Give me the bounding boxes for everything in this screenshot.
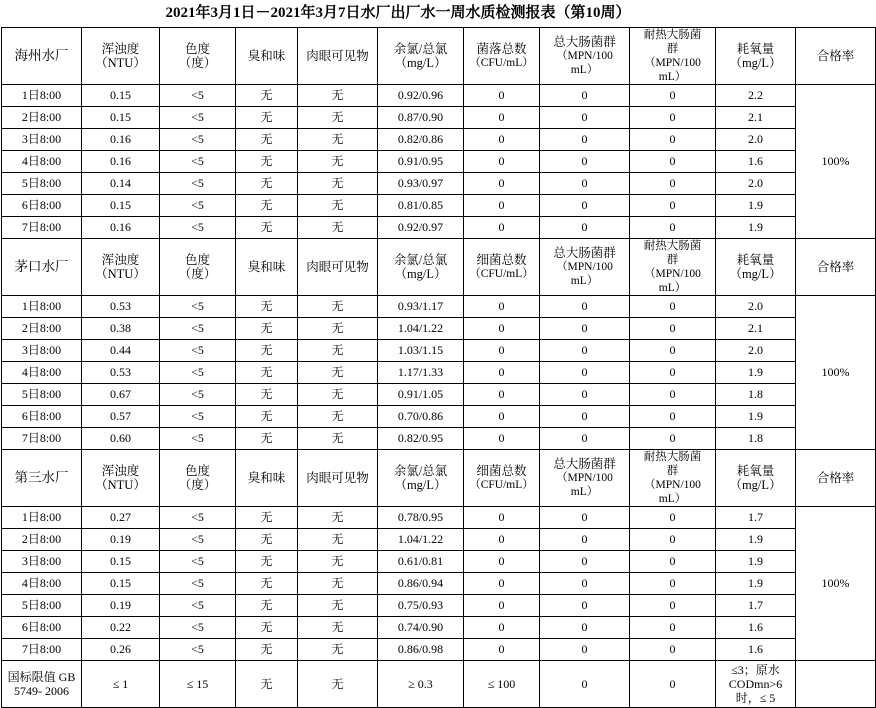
value-visible: 无 bbox=[298, 195, 378, 217]
value-oxygen: 1.6 bbox=[716, 151, 796, 173]
col-visible: 肉眼可见物 bbox=[298, 450, 378, 507]
value-odor: 无 bbox=[236, 217, 298, 239]
value-bacteria: 0 bbox=[464, 340, 540, 362]
value-turbidity: 0.53 bbox=[82, 362, 160, 384]
table-row bbox=[2, 129, 876, 151]
value-chroma: <5 bbox=[160, 384, 236, 406]
sample-time: 2日8:00 bbox=[2, 107, 82, 129]
value-odor: 无 bbox=[236, 551, 298, 573]
value-coliform: 0 bbox=[540, 384, 630, 406]
value-bacteria: 0 bbox=[464, 595, 540, 617]
limit-oxygen: ≤3；原水 CODmn>6 时，≤ 5 bbox=[716, 661, 796, 708]
value-chlorine: 0.92/0.97 bbox=[378, 217, 464, 239]
value-turbidity: 0.15 bbox=[82, 551, 160, 573]
value-thermo-coliform: 0 bbox=[630, 151, 716, 173]
value-coliform: 0 bbox=[540, 551, 630, 573]
value-coliform: 0 bbox=[540, 151, 630, 173]
value-visible: 无 bbox=[298, 129, 378, 151]
value-oxygen: 2.1 bbox=[716, 318, 796, 340]
value-odor: 无 bbox=[236, 173, 298, 195]
value-thermo-coliform: 0 bbox=[630, 639, 716, 661]
value-chlorine: 0.81/0.85 bbox=[378, 195, 464, 217]
value-chroma: <5 bbox=[160, 129, 236, 151]
value-coliform: 0 bbox=[540, 217, 630, 239]
value-odor: 无 bbox=[236, 639, 298, 661]
table-row bbox=[2, 362, 876, 384]
table-row bbox=[2, 428, 876, 450]
value-thermo-coliform: 0 bbox=[630, 595, 716, 617]
value-thermo-coliform: 0 bbox=[630, 318, 716, 340]
value-odor: 无 bbox=[236, 428, 298, 450]
col-rate: 合格率 bbox=[796, 450, 876, 507]
value-bacteria: 0 bbox=[464, 107, 540, 129]
sample-time: 4日8:00 bbox=[2, 573, 82, 595]
col-bacteria: 菌落总数 （CFU/mL） bbox=[464, 28, 540, 85]
value-thermo-coliform: 0 bbox=[630, 507, 716, 529]
value-visible: 无 bbox=[298, 217, 378, 239]
value-visible: 无 bbox=[298, 318, 378, 340]
value-oxygen: 1.7 bbox=[716, 507, 796, 529]
col-turbidity: 浑浊度 （NTU） bbox=[82, 28, 160, 85]
col-turbidity: 浑浊度 （NTU） bbox=[82, 239, 160, 296]
value-odor: 无 bbox=[236, 507, 298, 529]
qualified-rate: 100% bbox=[796, 507, 876, 661]
value-coliform: 0 bbox=[540, 428, 630, 450]
value-turbidity: 0.15 bbox=[82, 195, 160, 217]
sample-time: 6日8:00 bbox=[2, 406, 82, 428]
col-chlorine: 余氯/总氯 （mg/L） bbox=[378, 450, 464, 507]
value-oxygen: 1.9 bbox=[716, 529, 796, 551]
value-thermo-coliform: 0 bbox=[630, 129, 716, 151]
limit-turbidity: ≤ 1 bbox=[82, 661, 160, 708]
value-visible: 无 bbox=[298, 406, 378, 428]
value-coliform: 0 bbox=[540, 173, 630, 195]
sample-time: 3日8:00 bbox=[2, 340, 82, 362]
value-chlorine: 0.93/0.97 bbox=[378, 173, 464, 195]
value-visible: 无 bbox=[298, 428, 378, 450]
value-chlorine: 0.82/0.95 bbox=[378, 428, 464, 450]
value-bacteria: 0 bbox=[464, 318, 540, 340]
value-bacteria: 0 bbox=[464, 406, 540, 428]
value-visible: 无 bbox=[298, 507, 378, 529]
value-visible: 无 bbox=[298, 617, 378, 639]
table-row bbox=[2, 296, 876, 318]
value-bacteria: 0 bbox=[464, 85, 540, 107]
value-visible: 无 bbox=[298, 107, 378, 129]
value-coliform: 0 bbox=[540, 85, 630, 107]
value-bacteria: 0 bbox=[464, 551, 540, 573]
value-odor: 无 bbox=[236, 85, 298, 107]
plant-name: 茅口水厂 bbox=[2, 239, 82, 296]
value-thermo-coliform: 0 bbox=[630, 107, 716, 129]
value-odor: 无 bbox=[236, 340, 298, 362]
limit-chlorine: ≥ 0.3 bbox=[378, 661, 464, 708]
value-chroma: <5 bbox=[160, 428, 236, 450]
value-visible: 无 bbox=[298, 340, 378, 362]
value-chroma: <5 bbox=[160, 573, 236, 595]
value-visible: 无 bbox=[298, 362, 378, 384]
value-visible: 无 bbox=[298, 296, 378, 318]
value-chroma: <5 bbox=[160, 551, 236, 573]
value-odor: 无 bbox=[236, 617, 298, 639]
table-row bbox=[2, 195, 876, 217]
value-turbidity: 0.60 bbox=[82, 428, 160, 450]
table-row bbox=[2, 617, 876, 639]
limit-coliform: 0 bbox=[540, 661, 630, 708]
national-standard-limit-row bbox=[2, 661, 876, 708]
value-chlorine: 0.61/0.81 bbox=[378, 551, 464, 573]
page-title: 2021年3月1日－2021年3月7日水厂出厂水一周水质检测报表（第10周） bbox=[165, 5, 631, 21]
col-thermo-coliform: 耐热大肠菌 群 （MPN/100 mL） bbox=[630, 28, 716, 85]
value-chlorine: 1.17/1.33 bbox=[378, 362, 464, 384]
limit-thermo-coliform: 0 bbox=[630, 661, 716, 708]
sample-time: 4日8:00 bbox=[2, 151, 82, 173]
limit-visible: 无 bbox=[298, 661, 378, 708]
value-chroma: <5 bbox=[160, 362, 236, 384]
value-odor: 无 bbox=[236, 406, 298, 428]
value-oxygen: 2.0 bbox=[716, 173, 796, 195]
value-oxygen: 2.0 bbox=[716, 296, 796, 318]
value-odor: 无 bbox=[236, 296, 298, 318]
value-coliform: 0 bbox=[540, 318, 630, 340]
value-turbidity: 0.15 bbox=[82, 107, 160, 129]
value-thermo-coliform: 0 bbox=[630, 296, 716, 318]
value-oxygen: 1.9 bbox=[716, 551, 796, 573]
value-turbidity: 0.44 bbox=[82, 340, 160, 362]
value-oxygen: 1.6 bbox=[716, 617, 796, 639]
col-oxygen: 耗氧量 （mg/L） bbox=[716, 239, 796, 296]
value-odor: 无 bbox=[236, 362, 298, 384]
value-oxygen: 2.2 bbox=[716, 85, 796, 107]
value-visible: 无 bbox=[298, 384, 378, 406]
value-visible: 无 bbox=[298, 595, 378, 617]
table-row bbox=[2, 573, 876, 595]
value-thermo-coliform: 0 bbox=[630, 384, 716, 406]
limit-rate bbox=[796, 661, 876, 708]
section-header-row bbox=[2, 450, 876, 507]
col-bacteria: 细菌总数 （CFU/mL） bbox=[464, 450, 540, 507]
value-oxygen: 1.8 bbox=[716, 428, 796, 450]
value-bacteria: 0 bbox=[464, 129, 540, 151]
value-thermo-coliform: 0 bbox=[630, 195, 716, 217]
col-chlorine: 余氯/总氯 （mg/L） bbox=[378, 239, 464, 296]
value-turbidity: 0.19 bbox=[82, 595, 160, 617]
value-oxygen: 2.1 bbox=[716, 107, 796, 129]
col-chroma: 色度 （度） bbox=[160, 239, 236, 296]
value-chlorine: 1.04/1.22 bbox=[378, 529, 464, 551]
value-turbidity: 0.27 bbox=[82, 507, 160, 529]
table-row bbox=[2, 406, 876, 428]
table-row bbox=[2, 595, 876, 617]
value-bacteria: 0 bbox=[464, 384, 540, 406]
value-oxygen: 2.0 bbox=[716, 129, 796, 151]
value-oxygen: 1.8 bbox=[716, 384, 796, 406]
value-visible: 无 bbox=[298, 639, 378, 661]
limit-label: 国标限值 GB 5749- 2006 bbox=[2, 661, 82, 708]
value-oxygen: 1.9 bbox=[716, 573, 796, 595]
section-header-row bbox=[2, 239, 876, 296]
value-turbidity: 0.26 bbox=[82, 639, 160, 661]
col-oxygen: 耗氧量 （mg/L） bbox=[716, 28, 796, 85]
value-chroma: <5 bbox=[160, 85, 236, 107]
sample-time: 1日8:00 bbox=[2, 85, 82, 107]
value-odor: 无 bbox=[236, 573, 298, 595]
col-visible: 肉眼可见物 bbox=[298, 28, 378, 85]
value-bacteria: 0 bbox=[464, 529, 540, 551]
value-chlorine: 0.82/0.86 bbox=[378, 129, 464, 151]
limit-chroma: ≤ 15 bbox=[160, 661, 236, 708]
value-coliform: 0 bbox=[540, 573, 630, 595]
value-chlorine: 0.93/1.17 bbox=[378, 296, 464, 318]
value-visible: 无 bbox=[298, 529, 378, 551]
value-chroma: <5 bbox=[160, 507, 236, 529]
limit-bacteria: ≤ 100 bbox=[464, 661, 540, 708]
value-coliform: 0 bbox=[540, 639, 630, 661]
value-chlorine: 1.03/1.15 bbox=[378, 340, 464, 362]
value-thermo-coliform: 0 bbox=[630, 551, 716, 573]
value-bacteria: 0 bbox=[464, 217, 540, 239]
value-coliform: 0 bbox=[540, 340, 630, 362]
value-chlorine: 0.86/0.98 bbox=[378, 639, 464, 661]
col-bacteria: 细菌总数 （CFU/mL） bbox=[464, 239, 540, 296]
table-row bbox=[2, 551, 876, 573]
table-row bbox=[2, 318, 876, 340]
value-coliform: 0 bbox=[540, 406, 630, 428]
value-turbidity: 0.22 bbox=[82, 617, 160, 639]
value-chroma: <5 bbox=[160, 195, 236, 217]
value-odor: 无 bbox=[236, 529, 298, 551]
value-chroma: <5 bbox=[160, 595, 236, 617]
value-coliform: 0 bbox=[540, 195, 630, 217]
value-chroma: <5 bbox=[160, 406, 236, 428]
value-coliform: 0 bbox=[540, 129, 630, 151]
value-bacteria: 0 bbox=[464, 296, 540, 318]
sample-time: 3日8:00 bbox=[2, 551, 82, 573]
col-visible: 肉眼可见物 bbox=[298, 239, 378, 296]
value-chlorine: 0.86/0.94 bbox=[378, 573, 464, 595]
value-coliform: 0 bbox=[540, 107, 630, 129]
value-visible: 无 bbox=[298, 551, 378, 573]
value-coliform: 0 bbox=[540, 362, 630, 384]
value-chlorine: 1.04/1.22 bbox=[378, 318, 464, 340]
value-oxygen: 1.9 bbox=[716, 217, 796, 239]
value-bacteria: 0 bbox=[464, 151, 540, 173]
sample-time: 1日8:00 bbox=[2, 507, 82, 529]
value-coliform: 0 bbox=[540, 296, 630, 318]
value-coliform: 0 bbox=[540, 529, 630, 551]
value-turbidity: 0.53 bbox=[82, 296, 160, 318]
value-turbidity: 0.19 bbox=[82, 529, 160, 551]
value-thermo-coliform: 0 bbox=[630, 573, 716, 595]
value-chlorine: 0.70/0.86 bbox=[378, 406, 464, 428]
value-turbidity: 0.38 bbox=[82, 318, 160, 340]
value-coliform: 0 bbox=[540, 617, 630, 639]
col-coliform: 总大肠菌群 （MPN/100 mL） bbox=[540, 239, 630, 296]
value-chroma: <5 bbox=[160, 173, 236, 195]
table-row bbox=[2, 507, 876, 529]
value-chroma: <5 bbox=[160, 107, 236, 129]
col-chroma: 色度 （度） bbox=[160, 450, 236, 507]
value-thermo-coliform: 0 bbox=[630, 529, 716, 551]
col-chlorine: 余氯/总氯 （mg/L） bbox=[378, 28, 464, 85]
sample-time: 2日8:00 bbox=[2, 318, 82, 340]
table-row bbox=[2, 85, 876, 107]
sample-time: 7日8:00 bbox=[2, 639, 82, 661]
value-thermo-coliform: 0 bbox=[630, 362, 716, 384]
qualified-rate: 100% bbox=[796, 296, 876, 450]
value-visible: 无 bbox=[298, 573, 378, 595]
col-odor: 臭和味 bbox=[236, 450, 298, 507]
value-turbidity: 0.57 bbox=[82, 406, 160, 428]
sample-time: 5日8:00 bbox=[2, 384, 82, 406]
value-thermo-coliform: 0 bbox=[630, 617, 716, 639]
value-oxygen: 1.6 bbox=[716, 639, 796, 661]
value-turbidity: 0.16 bbox=[82, 151, 160, 173]
table-row bbox=[2, 173, 876, 195]
value-coliform: 0 bbox=[540, 595, 630, 617]
col-odor: 臭和味 bbox=[236, 239, 298, 296]
plant-name: 海州水厂 bbox=[2, 28, 82, 85]
value-oxygen: 1.9 bbox=[716, 406, 796, 428]
value-thermo-coliform: 0 bbox=[630, 406, 716, 428]
table-row bbox=[2, 151, 876, 173]
value-turbidity: 0.16 bbox=[82, 217, 160, 239]
value-turbidity: 0.15 bbox=[82, 85, 160, 107]
value-odor: 无 bbox=[236, 318, 298, 340]
value-coliform: 0 bbox=[540, 507, 630, 529]
value-visible: 无 bbox=[298, 85, 378, 107]
value-chlorine: 0.75/0.93 bbox=[378, 595, 464, 617]
table-row bbox=[2, 340, 876, 362]
value-thermo-coliform: 0 bbox=[630, 340, 716, 362]
value-bacteria: 0 bbox=[464, 428, 540, 450]
qualified-rate: 100% bbox=[796, 85, 876, 239]
sample-time: 7日8:00 bbox=[2, 217, 82, 239]
value-thermo-coliform: 0 bbox=[630, 217, 716, 239]
value-chlorine: 0.92/0.96 bbox=[378, 85, 464, 107]
value-odor: 无 bbox=[236, 195, 298, 217]
sample-time: 6日8:00 bbox=[2, 195, 82, 217]
plant-name: 第三水厂 bbox=[2, 450, 82, 507]
value-bacteria: 0 bbox=[464, 173, 540, 195]
value-odor: 无 bbox=[236, 595, 298, 617]
col-rate: 合格率 bbox=[796, 239, 876, 296]
value-thermo-coliform: 0 bbox=[630, 428, 716, 450]
value-chlorine: 0.91/1.05 bbox=[378, 384, 464, 406]
limit-odor: 无 bbox=[236, 661, 298, 708]
value-bacteria: 0 bbox=[464, 617, 540, 639]
col-rate: 合格率 bbox=[796, 28, 876, 85]
value-chroma: <5 bbox=[160, 529, 236, 551]
value-thermo-coliform: 0 bbox=[630, 85, 716, 107]
value-chroma: <5 bbox=[160, 639, 236, 661]
value-turbidity: 0.67 bbox=[82, 384, 160, 406]
value-chroma: <5 bbox=[160, 296, 236, 318]
table-row bbox=[2, 217, 876, 239]
sample-time: 6日8:00 bbox=[2, 617, 82, 639]
value-chlorine: 0.78/0.95 bbox=[378, 507, 464, 529]
col-chroma: 色度 （度） bbox=[160, 28, 236, 85]
value-visible: 无 bbox=[298, 173, 378, 195]
value-chroma: <5 bbox=[160, 217, 236, 239]
value-chroma: <5 bbox=[160, 340, 236, 362]
value-thermo-coliform: 0 bbox=[630, 173, 716, 195]
sample-time: 5日8:00 bbox=[2, 173, 82, 195]
value-bacteria: 0 bbox=[464, 573, 540, 595]
value-bacteria: 0 bbox=[464, 507, 540, 529]
value-chlorine: 0.74/0.90 bbox=[378, 617, 464, 639]
col-turbidity: 浑浊度 （NTU） bbox=[82, 450, 160, 507]
value-oxygen: 1.7 bbox=[716, 595, 796, 617]
value-odor: 无 bbox=[236, 151, 298, 173]
col-thermo-coliform: 耐热大肠菌 群 （MPN/100 mL） bbox=[630, 450, 716, 507]
value-turbidity: 0.15 bbox=[82, 573, 160, 595]
value-chlorine: 0.91/0.95 bbox=[378, 151, 464, 173]
value-bacteria: 0 bbox=[464, 195, 540, 217]
value-chlorine: 0.87/0.90 bbox=[378, 107, 464, 129]
sample-time: 2日8:00 bbox=[2, 529, 82, 551]
sample-time: 4日8:00 bbox=[2, 362, 82, 384]
value-bacteria: 0 bbox=[464, 639, 540, 661]
col-thermo-coliform: 耐热大肠菌 群 （MPN/100 mL） bbox=[630, 239, 716, 296]
sample-time: 5日8:00 bbox=[2, 595, 82, 617]
table-row bbox=[2, 384, 876, 406]
value-oxygen: 1.9 bbox=[716, 195, 796, 217]
table-row bbox=[2, 639, 876, 661]
value-chroma: <5 bbox=[160, 151, 236, 173]
table-row bbox=[2, 107, 876, 129]
value-chroma: <5 bbox=[160, 617, 236, 639]
value-odor: 无 bbox=[236, 384, 298, 406]
value-visible: 无 bbox=[298, 151, 378, 173]
sample-time: 3日8:00 bbox=[2, 129, 82, 151]
value-odor: 无 bbox=[236, 107, 298, 129]
value-turbidity: 0.16 bbox=[82, 129, 160, 151]
col-coliform: 总大肠菌群 （MPN/100 mL） bbox=[540, 28, 630, 85]
sample-time: 1日8:00 bbox=[2, 296, 82, 318]
col-coliform: 总大肠菌群 （MPN/100 mL） bbox=[540, 450, 630, 507]
section-header-row bbox=[2, 28, 876, 85]
col-odor: 臭和味 bbox=[236, 28, 298, 85]
value-bacteria: 0 bbox=[464, 362, 540, 384]
value-chroma: <5 bbox=[160, 318, 236, 340]
sample-time: 7日8:00 bbox=[2, 428, 82, 450]
col-oxygen: 耗氧量 （mg/L） bbox=[716, 450, 796, 507]
value-oxygen: 1.9 bbox=[716, 362, 796, 384]
value-oxygen: 2.0 bbox=[716, 340, 796, 362]
value-odor: 无 bbox=[236, 129, 298, 151]
table-row bbox=[2, 529, 876, 551]
value-turbidity: 0.14 bbox=[82, 173, 160, 195]
water-quality-report-table bbox=[1, 27, 876, 708]
